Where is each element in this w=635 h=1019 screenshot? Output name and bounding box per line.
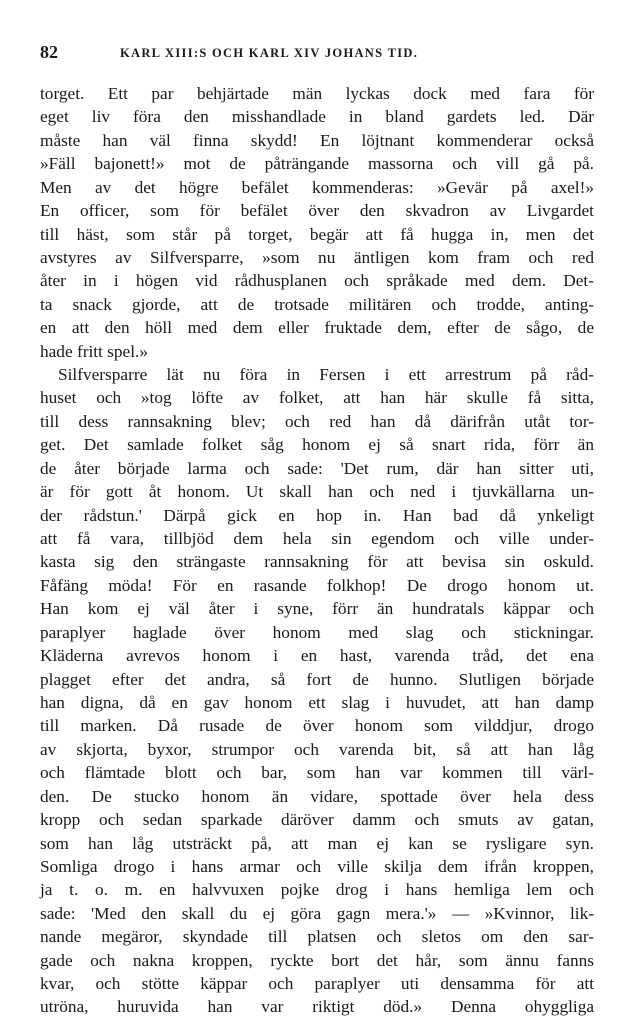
text-line: kropp och sedan sparkade däröver damm och smuts av gatan, (40, 810, 594, 830)
text-line: Han kom ej väl åter i syne, förr än hundratals käppar och (40, 599, 594, 619)
text-line: åter in i högen vid rådhusplanen och språkade med dem. Det- (40, 271, 594, 291)
text-line: der rådstun.' Därpå gick en hop in. Han bad då ynkeligt (40, 505, 594, 525)
text-line: de åter började larma och sade: 'Det rum, där han sitter uti, (40, 458, 594, 478)
text-line: sade: 'Med den skall du ej göra gagn mera.'» — »Kvinnor, lik- (40, 903, 594, 923)
text-line: En officer, som för befälet över den skvadron av Livgardet (40, 201, 594, 221)
page-number: 82 (40, 42, 58, 62)
text-line: get. Det samlade folket såg honom ej så snart rida, förr än (40, 435, 594, 455)
text-line: nande megäror, skyndade till platsen och sletos om den sar- (40, 927, 594, 947)
running-head: KARL XIII:S OCH KARL XIV JOHANS TID. (120, 46, 419, 60)
text-line: att få vara, tillbjöd dem hela sin egendom och ville under- (40, 529, 594, 549)
text-line: av skjorta, byxor, strumpor och varenda bit, så att han låg (40, 739, 594, 759)
text-line: är för gott åt honom. Ut skall han och ned i tjuvkällarna un- (40, 482, 594, 502)
text-line: till dess rannsakning blev; och red han då därifrån utåt tor- (40, 411, 594, 431)
text-line: paraplyer haglade över honom med slag och stickningar. (40, 622, 594, 642)
text-line: ja t. o. m. en halvvuxen pojke drog i hans hemliga lem och (40, 880, 594, 900)
text-line: måste han väl finna skydd! En löjtnant kommenderar också (40, 130, 594, 150)
text-line: Fåfäng möda! För en rasande folkhop! De drogo honom ut. (40, 575, 594, 595)
text-line: till marken. Då rusade de över honom som vilddjur, drogo (40, 716, 594, 736)
text-line: eget liv föra den misshandlade in bland gardets led. Där (40, 107, 594, 127)
text-line: gade och nakna kroppen, ryckte bort det hår, som ännu fanns (40, 950, 594, 970)
text-line: han digna, då en gav honom ett slag i huvudet, att han damp (40, 692, 594, 712)
text-line: som han låg utsträckt på, att man ej kan se rysligare syn. (40, 833, 594, 853)
text-line: torget. Ett par behjärtade män lyckas dock med fara för (40, 84, 594, 103)
text-line: utröna, huruvida han var riktigt död.» Denna ohyggliga (40, 997, 594, 1017)
text-line: och flämtade blott och bar, som han var kommen till värl- (40, 763, 594, 783)
text-line: hade fritt spel.» (40, 341, 148, 361)
text-line: kvar, och stötte käppar och paraplyer uti densamma för att (40, 974, 594, 994)
text-line: huset och »tog löfte av folket, att han här skulle få sitta, (40, 388, 594, 408)
text-line: Men av det högre befälet kommenderas: »Gevär på axel!» (40, 177, 594, 197)
text-line: »Fäll bajonett!» mot de påträngande massorna och vill gå på. (40, 154, 594, 174)
body-text (40, 82, 594, 1019)
text-line: kasta sig den strängaste rannsakning för att bevisa sin oskuld. (40, 552, 594, 572)
text-line: en att den höll med dem eller fruktade dem, efter de sågo, de (40, 318, 594, 338)
text-line: Silfversparre lät nu föra in Fersen i ett arrestrum på råd- (58, 365, 594, 385)
text-line: Kläderna avrevos honom i en hast, varenda tråd, det ena (40, 646, 594, 666)
text-line: till häst, som står på torget, begär att få hugga in, men det (40, 224, 594, 244)
text-line: Somliga drogo i hans armar och ville skilja dem ifrån kroppen, (40, 856, 594, 876)
text-line: plagget efter det andra, så fort de hunno. Slutligen började (40, 669, 594, 689)
text-line: den. De stucko honom än vidare, spottade över hela dess (40, 786, 594, 806)
text-line: ta snack gjorde, att de trotsade militären och trodde, anting- (40, 294, 594, 314)
page-header (40, 42, 595, 66)
text-line: avstyres av Silfversparre, »som nu äntligen kom fram och red (40, 247, 594, 267)
